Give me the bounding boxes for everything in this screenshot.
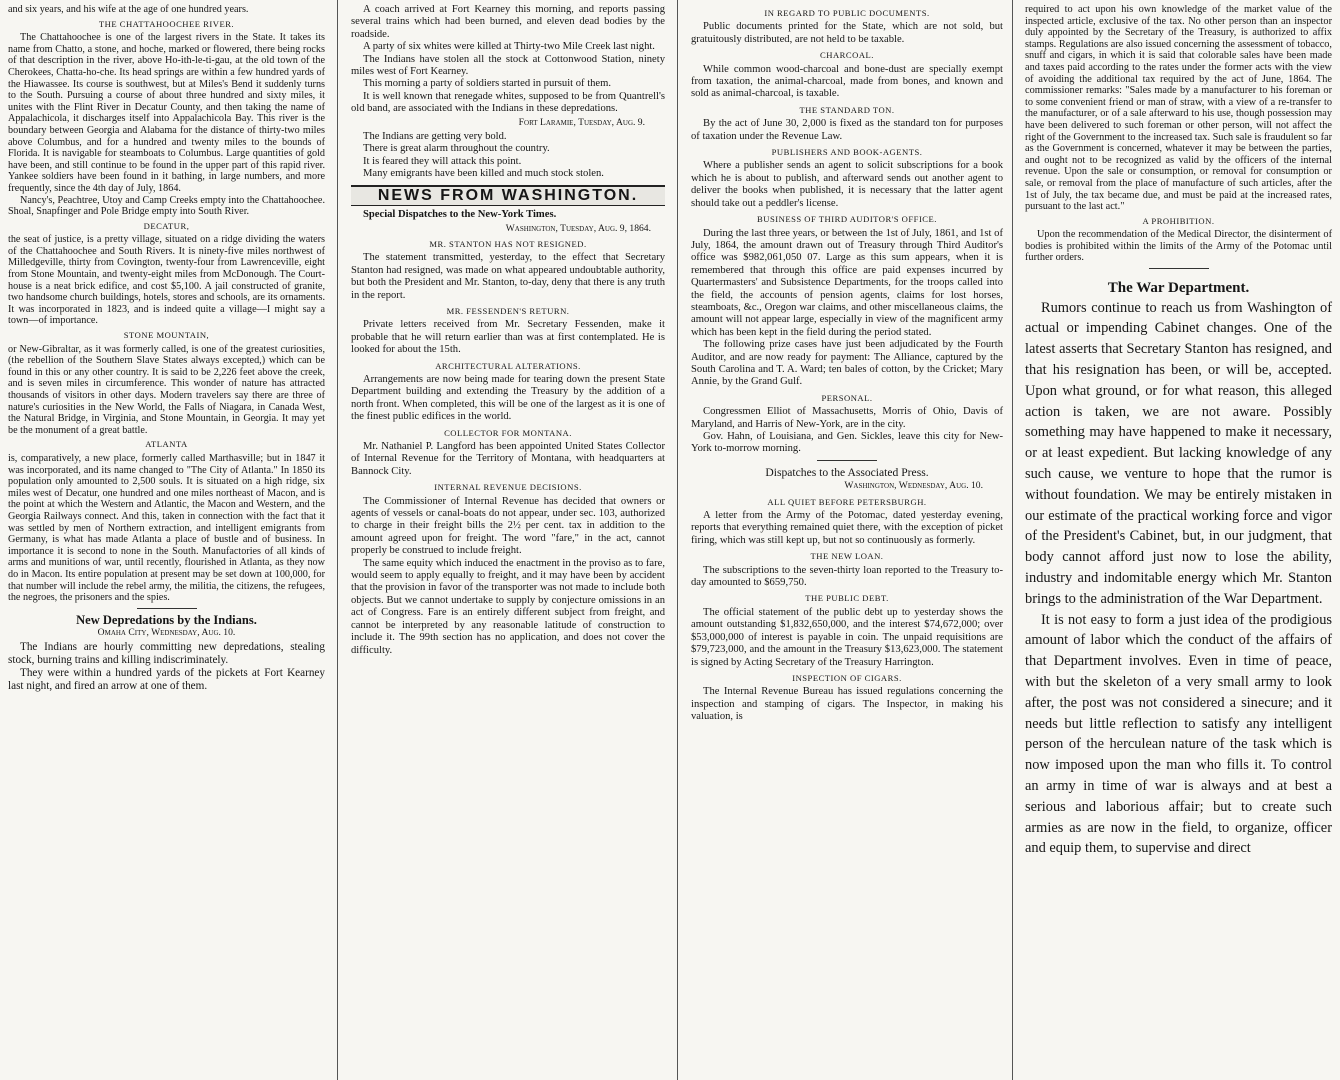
- dateline: Fort Laramie, Tuesday, Aug. 9.: [518, 116, 645, 128]
- column-rule: [1012, 0, 1013, 1080]
- paragraph: and six years, and his wife at the age of one hundred years.: [8, 4, 249, 15]
- divider: [1149, 268, 1209, 269]
- paragraph: They were within a hundred yards of the pickets at Fort Kearney last night, and fired an arrow at one of them.: [8, 666, 325, 692]
- paragraph: The Internal Revenue Bureau has issued regulations concerning the inspection and stamping of cigars. The Inspector, in making his valuation, is: [691, 686, 1003, 723]
- section-heading: IN REGARD TO PUBLIC DOCUMENTS.: [764, 8, 930, 18]
- paragraph: Congressmen Elliot of Massachusetts, Morris of Ohio, Davis of Maryland, and Harris of New-York, are in the city.: [691, 406, 1003, 430]
- editorial-headline: The War Department.: [1107, 280, 1250, 297]
- section-heading: THE PUBLIC DEBT.: [805, 593, 889, 604]
- paragraph: Private letters received from Mr. Secretary Fessenden, make it probable that he will return earlier than was at first contemplated. He is looked for about the 15th.: [351, 319, 665, 356]
- paragraph: The same equity which induced the enactment in the proviso as to fare, would seem to apply equally to freight, and it may have been by accident that the provision in favor of the transporter was not made to include both objects. But we cannot undertake to supply by conjecture omissions in an act of Congress. Fare is an entirely different subject from freight, and cannot be interpreted by any reasonable latitude of construction to include it. The 99th section has no application, and does not cover the difficulty.: [351, 557, 665, 656]
- paragraph: A party of six whites were killed at Thirty-two Mile Creek last night.: [363, 41, 655, 53]
- section-heading: MR. FESSENDEN'S RETURN.: [446, 305, 570, 316]
- paragraph: It is feared they will attack this point.: [363, 155, 522, 167]
- paragraph: There is great alarm throughout the country.: [363, 143, 550, 155]
- paragraph: Rumors continue to reach us from Washington of actual or impending Cabinet changes. One of the latest asserts that Secretary Stanton has resigned, and that his resignation has been, or will be, accepted. Upon what ground, or for what reason, this alleged action is taken, we are not aware. Possibly something may have happened to make it necessary, or at least expedient. But lacking knowledge of any such cause, we venture to hope that the rumor is without foundation. We may be entirely mistaken in our estimate of the practical working force and vigor of the President's Cabinet, but, in our judgment, that body cannot afford just now to lose the ability, industry and indomitable energy which Mr. Stanton brings to the administration of the War Department.: [1025, 299, 1332, 607]
- paragraph: A coach arrived at Fort Kearney this morning, and reports passing several trains which had been burned, and eleven dead bodies by the roadside.: [351, 4, 665, 40]
- column-4: [1017, 0, 1340, 1080]
- paragraph: It is well known that renegade whites, supposed to be from Quantrell's old band, are associated with the Indians in these depredations.: [351, 90, 665, 115]
- section-heading: CHARCOAL.: [820, 50, 874, 61]
- paragraph: The following prize cases have just been adjudicated by the Fourth Auditor, and are now ready for payment: The Alliance, captured by the South Carolina and T. A. Ward; ten bales of cotton, by the Cricket; Mary Annie, by the Grand Gulf.: [691, 339, 1003, 388]
- section-heading: DECATUR,: [143, 220, 190, 231]
- paragraph: During the last three years, or between the 1st of July, 1861, and 1st of July, 1864, the amount drawn out of Treasury through Third Auditor's office was $982,061,050 07. Large as this sum appears, when it is remembered that through this office are paid expenses incurred by Quartermasters' and Subsistence Departments, for the troops called into the field, the accounts of pension agents, claims for lost horses, steamboats, &c., Oregon war claims, and other miscellaneous claims, the amount will not appear large, especially in view of the magnificent army which has been kept in the field during the period stated.: [691, 227, 1003, 338]
- section-heading: A PROHIBITION.: [1142, 215, 1215, 226]
- section-heading: ATLANTA: [145, 439, 188, 450]
- paragraph: required to act upon his own knowledge of the market value of the inspected article, exclusive of the tax. No other person than an inspector duly appointed by the Secretary of the Treasury, is authorized to affix stamps. Regulations are also issued concerning the assessment of tobacco, snuff and cigars, in which it is said that colorable sales have been made and taxes paid according to the rates under the former acts with the view of avoiding the additional tax required by the act of June, 1864. The commissioner remarks: "Sales made by a manufacturer to his foreman or to some convenient friend or man of straw, with a view of a re-transfer to the manufacturer, or of a sale afterward to his use, though possession may have been delivered to such foreman or other person, will not affect the right of the Government to the increased tax. Such sale is fraudulent so far as the Government is concerned, whatever it may be between the parties, and ought not to be recognized as valid by the officers of the internal revenue. Upon the sale or consumption, or removal for consumption or sale, or removal from the place of manufacture of such articles, after the 1st of July, the tax became due, and must be paid at the increased rates, pursuant to the last act.": [1025, 4, 1332, 213]
- dateline: Omaha City, Wednesday, Aug. 10.: [97, 627, 236, 639]
- section-heading: PERSONAL.: [821, 392, 873, 403]
- paragraph: Special Dispatches to the New-York Times.: [363, 209, 557, 221]
- section-heading: INTERNAL REVENUE DECISIONS.: [434, 482, 582, 493]
- paragraph: Mr. Nathaniel P. Langford has been appointed United States Collector of Internal Revenue for the Territory of Montana, with headquarters at Bannock City.: [351, 441, 665, 477]
- dateline: Washington, Wednesday, Aug. 10.: [844, 480, 983, 492]
- dateline: Washington, Tuesday, Aug. 9, 1864.: [505, 222, 651, 234]
- paragraph: Where a publisher sends an agent to solicit subscriptions for a book which he is about to publish, and afterward sends out another agent to deliver the books when published, it is necessary that the latter agent should take out a peddler's license.: [691, 160, 1003, 209]
- section-heading: PUBLISHERS AND BOOK-AGENTS.: [771, 147, 923, 158]
- divider: [817, 460, 877, 461]
- paragraph: The Indians are getting very bold.: [363, 131, 507, 143]
- paragraph: The Indians have stolen all the stock at Cottonwood Station, ninety miles west of Fort Kearney.: [351, 53, 665, 78]
- section-heading: THE NEW LOAN.: [810, 551, 884, 562]
- section-heading: INSPECTION OF CIGARS.: [792, 672, 902, 683]
- paragraph: Gov. Hahn, of Louisiana, and Gen. Sickles, leave this city for New-York to-morrow morning.: [691, 431, 1003, 455]
- paragraph: The statement transmitted, yesterday, to the effect that Secretary Stanton had resigned, was made on what appeared undoubtable authority, but both the President and Mr. Stanton, to-day, deny that there is any truth in the report.: [351, 252, 665, 301]
- paragraph: Upon the recommendation of the Medical Director, the disinterment of bodies is prohibited within the limits of the Army of the Potomac until further orders.: [1025, 229, 1332, 264]
- article-headline: Dispatches to the Associated Press.: [765, 465, 929, 479]
- paragraph: or New-Gibraltar, as it was formerly called, is one of the greatest curiosities, (the rebellion of the Southern Slave States always excepted,) which can be found in this or any other country. It is said to be 2,226 feet above the creek, and is seven miles in circumference. This wonder of nature has attracted thousands of visitors in other days. Modern travelers say there are three of nature's curiosities in the New World, the Falls of Niagara, in Canada West, the Natural Bridge, in Virginia, and Stone Mountain, in Georgia. It may yet be the monument of a great battle.: [8, 343, 325, 436]
- article-headline: New Depredations by the Indians.: [76, 612, 257, 627]
- paragraph: A letter from the Army of the Potomac, dated yesterday evening, reports that everything remained quiet there, with the exception of picket firing, which was still kept up, but not so continuously as formerly.: [691, 510, 1003, 546]
- paragraph: Nancy's, Peachtree, Utoy and Camp Creeks empty into the Chattahoochee. Shoal, Snapfinger and Pole Bridge empty into South River.: [8, 194, 325, 218]
- paragraph: The Commissioner of Internal Revenue has decided that owners or agents of vessels or canal-boats do not appear, under sec. 103, authorized to charge in their freight bills the 2½ per cent. tax in addition to the amount agreed upon for freight. The word "fare," in the act, cannot properly be construed to include freight.: [351, 495, 665, 557]
- paragraph: Many emigrants have been killed and much stock stolen.: [363, 168, 604, 180]
- paragraph: This morning a party of soldiers started in pursuit of them.: [363, 78, 612, 90]
- column-3: [683, 0, 1011, 1080]
- section-heading: COLLECTOR FOR MONTANA.: [444, 427, 572, 438]
- column-rule: [337, 0, 338, 1080]
- column-1: [0, 0, 333, 1080]
- section-heading: STONE MOUNTAIN,: [123, 330, 210, 341]
- section-heading: ALL QUIET BEFORE PETERSBURGH.: [767, 496, 927, 507]
- paragraph: Arrangements are now being made for tearing down the present State Department building and extending the Treasury by the addition of a north front. When completed, this will be one of the largest as it is one of the finest public edifices in the world.: [351, 373, 665, 423]
- column-2: [343, 0, 673, 1080]
- paragraph: The Chattahoochee is one of the largest rivers in the State. It takes its name from Chatto, a stone, and hoche, marked or flowered, there being rocks of that description in the river, above Ho-ith-le-ti-gau, at the old town of the Cherokees, Chatta-ho-che. Its head springs are within a few hundred yards of the Hiawassee. Its course is southwest, but at Miles's Bend it suddenly turns to the South. Pursuing a course of about three hundred and sixty miles, it unites with the Flint River in Decatur County, and then taking the name of Appalachicola, it discharges itself into Appalachicola Bay. This river is the boundary between Georgia and Alabama for the distance of thirty-two miles above Columbus, and for a hundred and twenty miles to the bounds of Florida. It is navigable for steamboats to Columbus. Large quantities of gold have been, and still continue to be found in the upper part of this rapid river. Yankee soldiers have been found in it bathing, in large numbers, and more frequently, since the 4th day of July, 1864.: [8, 32, 325, 194]
- section-heading: MR. STANTON HAS NOT RESIGNED.: [429, 238, 587, 249]
- section-heading: BUSINESS OF THIRD AUDITOR'S OFFICE.: [757, 214, 937, 225]
- paragraph: the seat of justice, is a pretty village, situated on a ridge dividing the waters of the Chattahoochee and South Rivers. It is ninety-five miles northwest of Milledgeville, thirty from Covington, twenty-four from Lawrenceville, eight from Stone Mountain, and twenty-eight miles from McDonough. The Court-house is a neat brick edifice, and cost $5,100. A jail constructed of granite, two handsome church buildings, hotels, stores and schools, are its ornaments. It was incorporated in 1823, and is indeed quite a village—I might say a town—of importance.: [8, 234, 325, 327]
- paragraph: The subscriptions to the seven-thirty loan reported to the Treasury to-day amounted to $659,750.: [691, 564, 1003, 589]
- paragraph: is, comparatively, a new place, formerly called Marthasville; but in 1847 it was incorporated, and its name changed to "The City of Atlanta." In 1850 its population only amounted to 2,500 souls. It is situated on a high ridge, six miles west of Decatur, one hundred and one miles northeast of Macon, and is the point at which the Western and Atlantic, the Macon and Western, and the Georgia Railways connect. And this, taken in connection with the fact that it was settled by men of Northern extraction, and intelligent emigrants from Germany, is what has made Atlanta a place of bustle and of business. In importance it is second to none in the South. Manufactories of all kinds of arms and munitions of war, until recently, flourished in Atlanta, as they now do in Macon. Its entire population at present may be set down at 100,000, for that number will include the rebel army, the militia, the citizens, the refugees, the negroes, the prisoners and the spies.: [8, 452, 325, 604]
- paragraph: While common wood-charcoal and bone-dust are specially exempt from taxation, the animal-charcoal, made from bones, and known and sold as animal-charcoal, is taxable.: [691, 63, 1003, 100]
- paragraph: The Indians are hourly committing new depredations, stealing stock, burning trains and killing indiscriminately.: [8, 640, 325, 666]
- paragraph: The official statement of the public debt up to yesterday shows the amount outstanding $1,832,650,000, and the interest $74,672,000; over $53,000,000 of interest is payable in coin. The unpaid requisitions are $79,723,000, and the amount in the Treasury $13,623,000. The statement is signed by Acting Secretary of the Treasury Harrington.: [691, 606, 1003, 668]
- editorial-body: [1025, 298, 1332, 860]
- divider: [137, 608, 197, 609]
- paragraph: Public documents printed for the State, which are not sold, but gratuitously distributed, are not held to be taxable.: [691, 21, 1003, 45]
- paragraph: By the act of June 30, 2,000 is fixed as the standard ton for purposes of taxation under the Revenue Law.: [691, 118, 1003, 142]
- section-heading: THE CHATTAHOOCHEE RIVER.: [98, 18, 235, 29]
- section-banner: NEWS FROM WASHINGTON.: [351, 185, 665, 206]
- section-heading: ARCHITECTURAL ALTERATIONS.: [435, 360, 581, 371]
- column-rule: [677, 0, 678, 1080]
- section-heading: THE STANDARD TON.: [799, 104, 895, 115]
- paragraph: It is not easy to form a just idea of the prodigious amount of labor which the conduct of the affairs of that Department involves. Even in time of peace, with but the skeleton of a very small army to look after, the post was not considered a sinecure; and it needs but little reflection to satisfy any intelligent person of the herculean nature of the task which is now imposed upon the man who fills it. To control an army in time of war is always and at best a serious and laborious affair; but to create such armies as are now in the field, to organize, officer and equip them, to supervise and direct: [1025, 611, 1332, 857]
